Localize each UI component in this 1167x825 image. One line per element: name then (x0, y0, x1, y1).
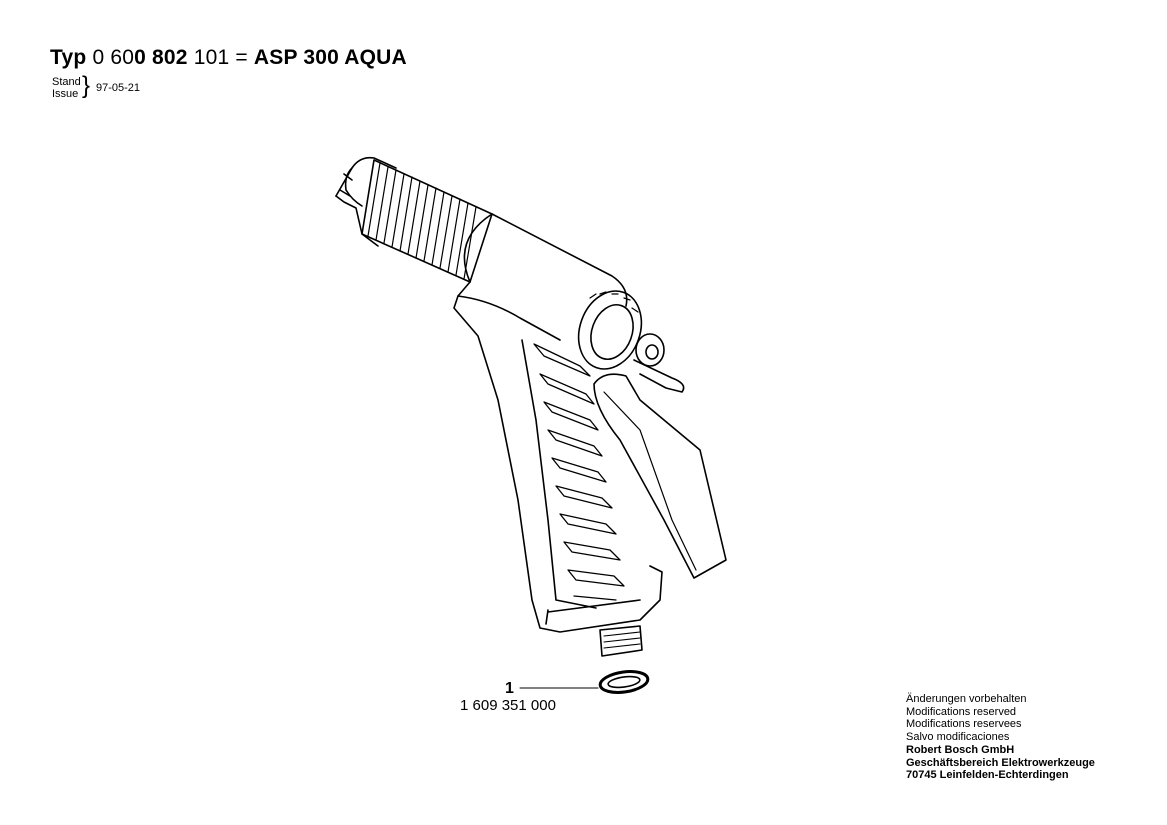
footer-line-french: Modifications reservees (906, 718, 1022, 731)
footer-line-german: Änderungen vorbehalten (906, 693, 1027, 705)
hose-connector (600, 626, 642, 656)
footer-line-spanish: Salvo modificaciones (906, 731, 1010, 744)
type-number-part-c: 101 = (187, 46, 254, 69)
company-division: Geschäftsbereich Elektrowerkzeuge (906, 756, 1095, 769)
stand-label: Stand (52, 76, 81, 88)
footer-notice (906, 693, 1095, 782)
issue-date: 97-05-21 (96, 82, 141, 94)
brace-glyph: } (82, 72, 91, 99)
typ-label: Typ (50, 46, 87, 69)
grip-ribs (534, 344, 624, 600)
part-position-number: 1 (505, 680, 514, 697)
part-number: 1 609 351 000 (460, 697, 556, 714)
type-number-part-b: 0 802 (134, 46, 188, 69)
sealing-ring (599, 669, 649, 695)
company-name: Robert Bosch GmbH (906, 743, 1015, 756)
gun-body (454, 214, 662, 632)
type-number-part-a: 0 60 (92, 46, 135, 69)
company-address: 70745 Leinfelden-Echterdingen (906, 769, 1069, 782)
trigger (594, 374, 726, 578)
knurled-sleeve (362, 160, 492, 282)
model-name: ASP 300 AQUA (253, 46, 407, 69)
footer-line-english: Modifications reserved (906, 705, 1017, 718)
issue-label: Issue (52, 88, 79, 100)
